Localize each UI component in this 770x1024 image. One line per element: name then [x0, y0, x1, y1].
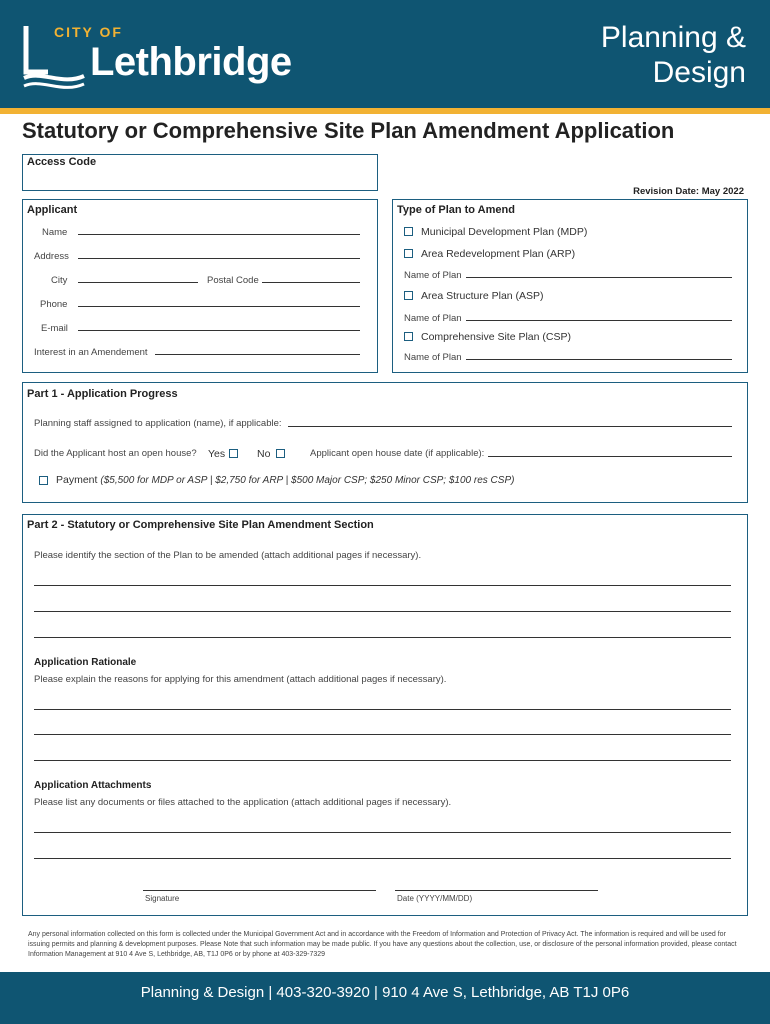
rationale-heading: Application Rationale — [34, 657, 137, 668]
part2-heading: Part 2 - Statutory or Comprehensive Site Plan Amendment Section — [27, 519, 374, 531]
name-label: Name — [42, 227, 68, 238]
arp-name-of-plan-label: Name of Plan — [404, 270, 462, 281]
csp-name-of-plan-label: Name of Plan — [404, 352, 462, 363]
city-input[interactable] — [78, 282, 198, 283]
rationale-line-3[interactable] — [34, 760, 731, 761]
payment-details: ($5,500 for MDP or ASP | $2,750 for ARP | $500 Major CSP; $250 Minor CSP; $100 res CSP) — [100, 475, 515, 486]
arp-name-of-plan-input[interactable] — [466, 277, 732, 278]
payment-text — [56, 474, 514, 486]
email-label: E-mail — [41, 323, 68, 334]
payment-checkbox[interactable] — [39, 476, 48, 485]
attachments-heading: Application Attachments — [34, 780, 152, 791]
address-input[interactable] — [78, 258, 360, 259]
identify-line-1[interactable] — [34, 585, 731, 586]
identify-line-2[interactable] — [34, 611, 731, 612]
no-label: No — [257, 448, 271, 460]
header-stripe — [0, 108, 770, 114]
date-input[interactable] — [395, 890, 598, 891]
no-checkbox[interactable] — [276, 449, 285, 458]
attachments-instruction: Please list any documents or files attached to the application (attach additional pages if necessary). — [34, 797, 452, 808]
department-name — [526, 20, 746, 90]
signature-label: Signature — [145, 894, 180, 903]
email-input[interactable] — [78, 330, 360, 331]
identify-instruction: Please identify the section of the Plan to be amended (attach additional pages if necessary). — [34, 550, 422, 561]
asp-label: Area Structure Plan (ASP) — [421, 290, 544, 302]
rationale-line-1[interactable] — [34, 709, 731, 710]
staff-label: Planning staff assigned to application (name), if applicable: — [34, 418, 282, 429]
mdp-label: Municipal Development Plan (MDP) — [421, 226, 588, 238]
attachments-line-1[interactable] — [34, 832, 731, 833]
plan-type-heading: Type of Plan to Amend — [397, 204, 515, 216]
staff-input[interactable] — [288, 426, 732, 427]
postal-code-input[interactable] — [262, 282, 360, 283]
identify-line-3[interactable] — [34, 637, 731, 638]
part2-section — [22, 514, 748, 916]
mdp-checkbox[interactable] — [404, 227, 413, 236]
revision-date: Revision Date: May 2022 — [633, 186, 744, 197]
date-label: Date (YYYY/MM/DD) — [397, 894, 473, 903]
csp-checkbox[interactable] — [404, 332, 413, 341]
footer-contact: Planning & Design | 403-320-3920 | 910 4 Ave S, Lethbridge, AB T1J 0P6 — [140, 984, 630, 1001]
access-code-label: Access Code — [27, 156, 97, 168]
rationale-line-2[interactable] — [34, 734, 731, 735]
yes-label: Yes — [208, 448, 226, 460]
open-house-date-label: Applicant open house date (if applicable): — [310, 448, 485, 459]
applicant-heading: Applicant — [27, 204, 78, 216]
logo-city-of: CITY OF — [54, 24, 123, 40]
csp-name-of-plan-input[interactable] — [466, 359, 732, 360]
arp-checkbox[interactable] — [404, 249, 413, 258]
page-title: Statutory or Comprehensive Site Plan Amendment Application — [22, 118, 675, 143]
open-house-label: Did the Applicant host an open house? — [34, 448, 197, 459]
logo-lethbridge: Lethbridge — [90, 40, 292, 84]
department-line-1: Planning & — [600, 21, 746, 54]
asp-name-of-plan-label: Name of Plan — [404, 313, 462, 324]
postal-code-label: Postal Code — [207, 275, 259, 286]
phone-label: Phone — [40, 299, 68, 310]
asp-name-of-plan-input[interactable] — [466, 320, 732, 321]
payment-label: Payment — [56, 474, 98, 486]
privacy-notice: Any personal information collected on this form is collected under the Municipal Government Act and in accordance with the Freedom of Information and Protection of Privacy Act. The information is required and will be used for issuing permits and planning & development purposes. Please Note that such information may be made public. If you have any questions about the collection, use, or disclosure of the personal information provided, please contact Information Management at 910 4 Ave S, Lethbridge, AB, T1J 0P6 or by phone at 403-329-7329 — [28, 931, 737, 958]
signature-input[interactable] — [143, 890, 376, 891]
yes-checkbox[interactable] — [229, 449, 238, 458]
city-label: City — [51, 275, 68, 286]
phone-input[interactable] — [78, 306, 360, 307]
interest-label: Interest in an Amendement — [34, 347, 148, 358]
csp-label: Comprehensive Site Plan (CSP) — [421, 331, 571, 343]
open-house-date-input[interactable] — [488, 456, 732, 457]
attachments-line-2[interactable] — [34, 858, 731, 859]
interest-input[interactable] — [155, 354, 360, 355]
name-input[interactable] — [78, 234, 360, 235]
arp-label: Area Redevelopment Plan (ARP) — [421, 248, 576, 260]
address-label: Address — [34, 251, 69, 262]
rationale-instruction: Please explain the reasons for applying for this amendment (attach additional pages if necessary). — [34, 674, 447, 685]
part1-heading: Part 1 - Application Progress — [27, 388, 178, 400]
asp-checkbox[interactable] — [404, 291, 413, 300]
department-line-2: Design — [652, 56, 746, 89]
